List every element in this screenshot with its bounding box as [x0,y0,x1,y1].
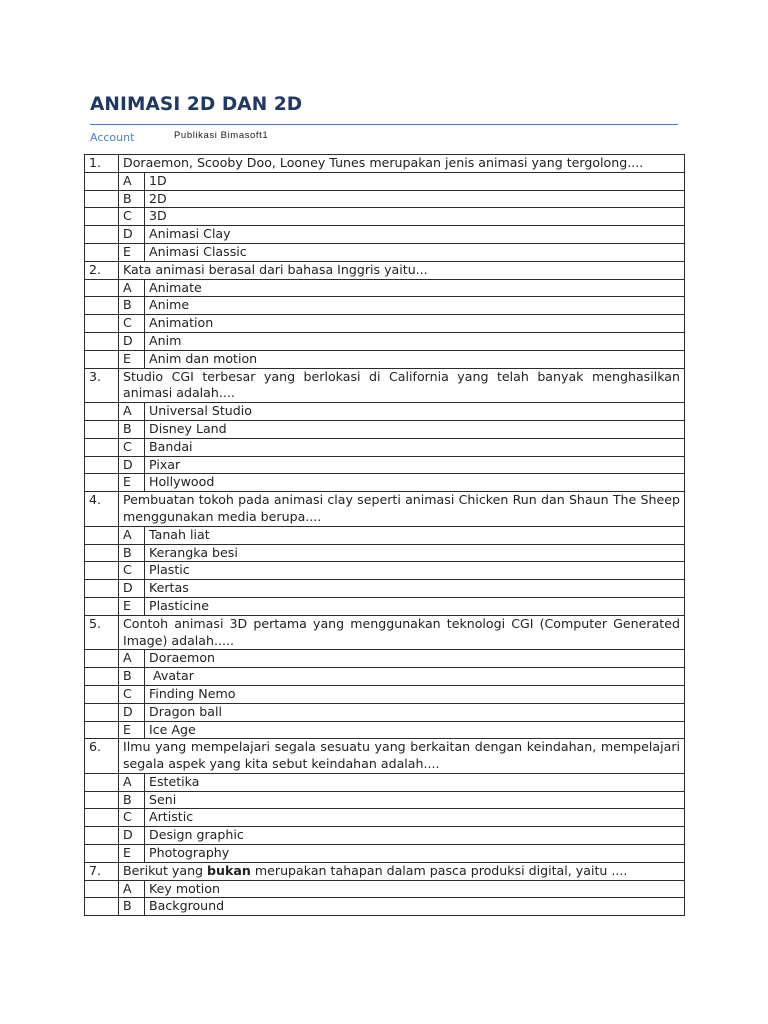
option-letter: A [119,279,145,297]
option-text: Anim [145,332,685,350]
option-row [85,773,685,791]
option-letter: B [119,898,145,916]
option-row [85,315,685,333]
option-letter: A [119,773,145,791]
option-row [85,580,685,598]
option-text: Disney Land [145,420,685,438]
option-row [85,297,685,315]
option-letter: C [119,208,145,226]
question-row [85,739,685,774]
account-label[interactable]: Account [90,131,135,144]
option-row [85,562,685,580]
option-letter: B [119,190,145,208]
question-row [85,862,685,880]
option-text: Ice Age [145,721,685,739]
option-letter: A [119,526,145,544]
document-title: ANIMASI 2D DAN 2D [90,94,303,115]
option-text: Pixar [145,456,685,474]
option-letter: D [119,827,145,845]
option-text: Anim dan motion [145,350,685,368]
option-text: Kertas [145,580,685,598]
option-row [85,685,685,703]
question-text-before: Berikut yang [123,862,208,878]
option-row [85,898,685,916]
option-row [85,650,685,668]
question-row [85,615,685,650]
option-letter: D [119,226,145,244]
option-letter: E [119,243,145,261]
option-row [85,845,685,863]
option-letter: E [119,474,145,492]
option-letter: E [119,597,145,615]
option-row [85,226,685,244]
option-text: Plasticine [145,597,685,615]
option-letter: C [119,438,145,456]
option-row [85,597,685,615]
option-row [85,526,685,544]
question-number: 1. [85,155,119,173]
question-text: Studio CGI terbesar yang berlokasi di California yang telah banyak menghasilkan animasi adalah.... [119,368,685,403]
quiz-table [84,154,685,916]
option-text: Artistic [145,809,685,827]
option-letter: D [119,456,145,474]
option-text: 2D [145,190,685,208]
option-row [85,350,685,368]
option-text: Key motion [145,880,685,898]
option-text: Universal Studio [145,403,685,421]
option-letter: C [119,562,145,580]
question-row [85,492,685,527]
option-letter: B [119,297,145,315]
question-number: 3. [85,368,119,403]
option-row [85,721,685,739]
option-text: Photography [145,845,685,863]
account-value: Publikasi Bimasoft1 [174,130,269,141]
option-letter: C [119,315,145,333]
option-row [85,438,685,456]
question-text: Contoh animasi 3D pertama yang menggunakan teknologi CGI (Computer Generated Image) adalah..... [119,615,685,650]
option-row [85,332,685,350]
option-letter: E [119,721,145,739]
option-text: Animate [145,279,685,297]
option-text: Finding Nemo [145,685,685,703]
option-letter: D [119,580,145,598]
option-row [85,243,685,261]
option-row [85,880,685,898]
option-text: Kerangka besi [145,544,685,562]
question-number: 5. [85,615,119,650]
option-row [85,544,685,562]
option-letter: A [119,403,145,421]
option-text: Animasi Clay [145,226,685,244]
option-text: Anime [145,297,685,315]
option-letter: A [119,172,145,190]
option-row [85,456,685,474]
question-row [85,368,685,403]
option-row [85,190,685,208]
option-letter: E [119,845,145,863]
option-letter: D [119,703,145,721]
option-letter: B [119,420,145,438]
question-text-emphasis: bukan [207,862,251,878]
option-letter: E [119,350,145,368]
question-number: 6. [85,739,119,774]
option-letter: D [119,332,145,350]
question-text: Pembuatan tokoh pada animasi clay seperti animasi Chicken Run dan Shaun The Sheep menggunakan media berupa.... [119,492,685,527]
option-text: Design graphic [145,827,685,845]
option-text: 3D [145,208,685,226]
question-text: Kata animasi berasal dari bahasa Inggris yaitu... [119,261,685,279]
option-letter: B [119,544,145,562]
question-text [119,862,685,880]
option-letter: C [119,685,145,703]
title-divider [90,124,678,125]
option-text: Seni [145,791,685,809]
option-text: Background [145,898,685,916]
option-row [85,279,685,297]
option-row [85,208,685,226]
option-text: Hollywood [145,474,685,492]
option-row [85,420,685,438]
option-letter: B [119,791,145,809]
question-number: 2. [85,261,119,279]
option-row [85,668,685,686]
option-text: Animasi Classic [145,243,685,261]
question-row [85,261,685,279]
option-text: Dragon ball [145,703,685,721]
option-letter: A [119,650,145,668]
option-row [85,403,685,421]
option-row [85,172,685,190]
option-text: Estetika [145,773,685,791]
option-text: Doraemon [145,650,685,668]
option-row [85,703,685,721]
option-text: Tanah liat [145,526,685,544]
option-row [85,827,685,845]
option-text: Bandai [145,438,685,456]
question-text: Ilmu yang mempelajari segala sesuatu yang berkaitan dengan keindahan, mempelajari segala aspek yang kita sebut keindahan adalah.... [119,739,685,774]
option-text: Avatar [145,668,685,686]
question-number: 7. [85,862,119,880]
option-row [85,809,685,827]
question-number: 4. [85,492,119,527]
option-letter: A [119,880,145,898]
question-text: Doraemon, Scooby Doo, Looney Tunes merupakan jenis animasi yang tergolong.... [119,155,685,173]
option-letter: B [119,668,145,686]
option-letter: C [119,809,145,827]
option-text: 1D [145,172,685,190]
option-text: Animation [145,315,685,333]
question-text-after: merupakan tahapan dalam pasca produksi digital, yaitu .... [250,862,628,878]
question-row [85,155,685,173]
option-row [85,791,685,809]
option-text: Plastic [145,562,685,580]
option-row [85,474,685,492]
